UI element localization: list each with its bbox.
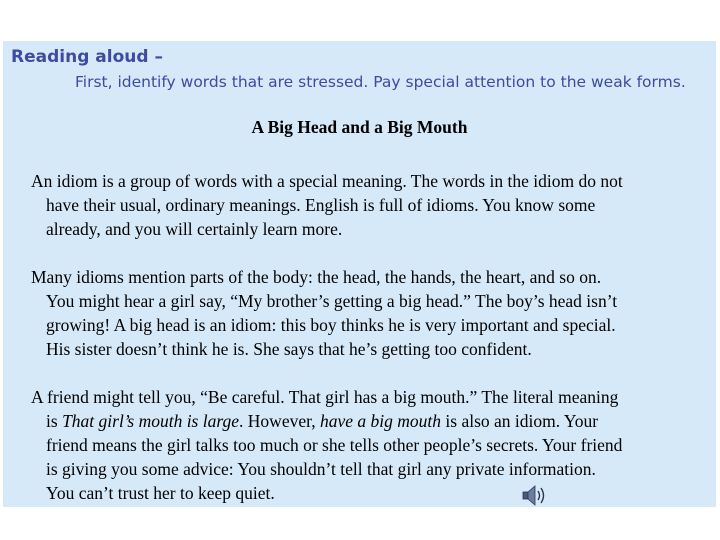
paragraph-line: You can’t trust her to keep quiet. (46, 483, 275, 503)
paragraph-line: growing! A big head is an idiom: this boy thinks he is very important and special. (46, 315, 616, 335)
paragraph-line: Many idioms mention parts of the body: the head, the hands, the heart, and so on. (31, 267, 602, 287)
passage-title: A Big Head and a Big Mouth (251, 117, 468, 137)
paragraph-3 (31, 385, 716, 505)
paragraph-line: You might hear a girl say, “My brother’s getting a big head.” The boy’s head isn’t (46, 291, 618, 311)
paragraph-line: A friend might tell you, “Be careful. That girl has a big mouth.” The literal meaning (31, 387, 619, 407)
paragraph-line: His sister doesn’t think he is. She says that he’s getting too confident. (46, 339, 532, 359)
instruction-text: First, identify words that are stressed. Pay special attention to the weak forms. (75, 73, 686, 91)
text-run: is also an idiom. Your (441, 411, 599, 431)
paragraph-1 (31, 169, 716, 241)
reading-panel (3, 41, 716, 507)
italic-phrase: That girl’s mouth is large (62, 411, 240, 431)
text-run: is (46, 411, 63, 431)
paragraph-line: An idiom is a group of words with a special meaning. The words in the idiom do not (31, 171, 623, 191)
italic-phrase: have a big mouth (319, 411, 442, 431)
paragraph-line: friend means the girl talks too much or she tells other people’s secrets. Your friend (46, 435, 623, 455)
speaker-icon[interactable] (521, 483, 549, 507)
paragraph-line: is giving you some advice: You shouldn’t tell that girl any private information. (46, 459, 596, 479)
paragraph-line: already, and you will certainly learn more. (46, 219, 343, 239)
paragraph-line (31, 409, 716, 433)
text-run: . However, (239, 411, 320, 431)
paragraph-line: have their usual, ordinary meanings. English is full of idioms. You know some (46, 195, 596, 215)
paragraph-2 (31, 265, 716, 361)
section-heading: Reading aloud – (11, 47, 163, 67)
